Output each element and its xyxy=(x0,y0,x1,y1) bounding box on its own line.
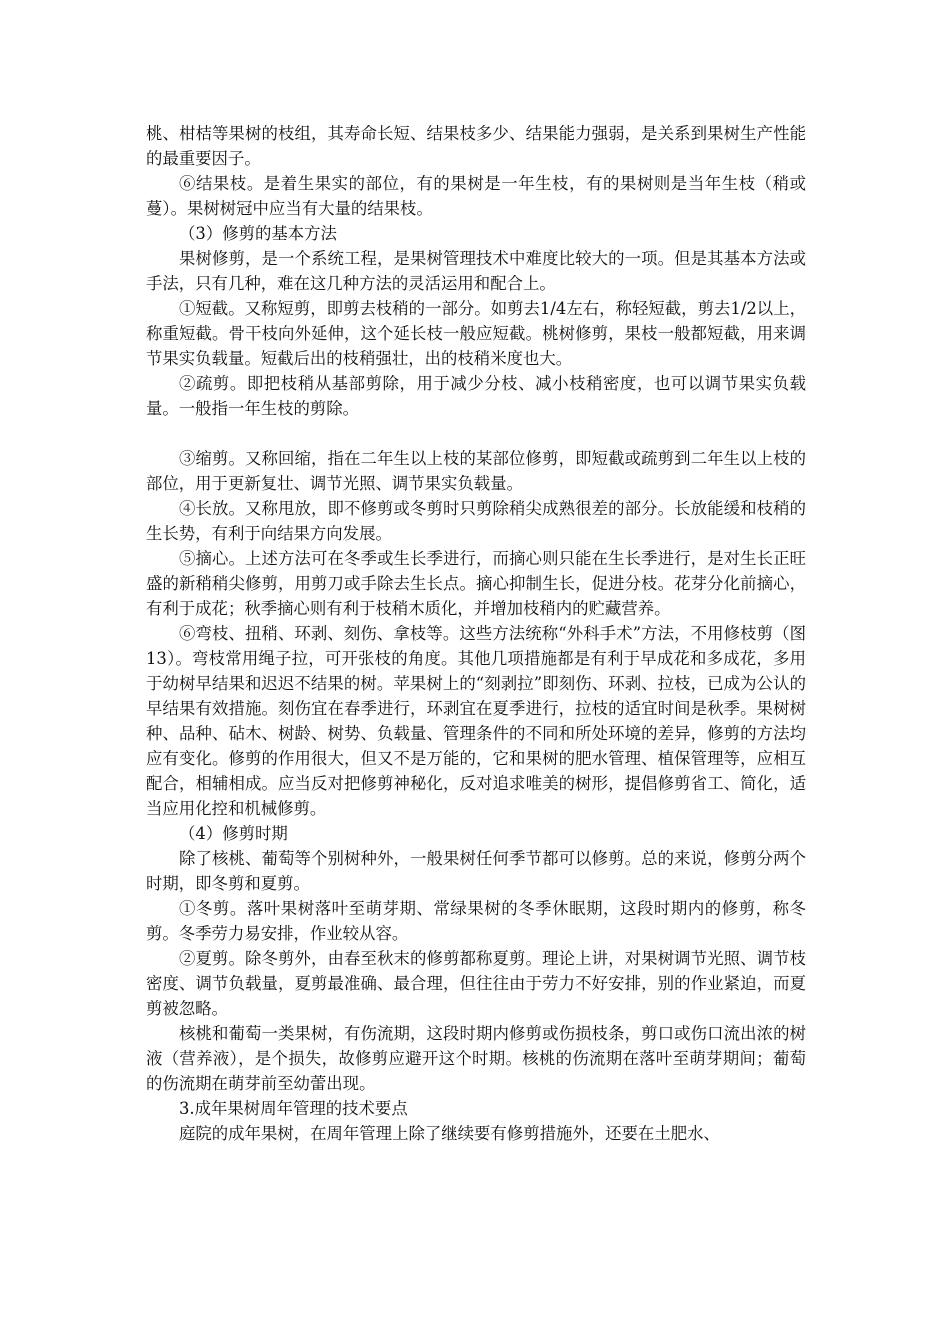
paragraph-thinning: ②疏剪。即把枝稍从基部剪除，用于减少分枝、减小枝稍密度，也可以调节果实负载量。一般指一年生枝的剪除。 xyxy=(146,374,806,418)
paragraph-retraction: ③缩剪。又称回缩，指在二年生以上枝的某部位修剪，即短截或疏剪到二年生以上枝的部位，用于更新复壮、调节光照、调节果实负载量。 xyxy=(146,449,806,493)
paragraph-spacer xyxy=(146,421,806,446)
section-heading-pruning-methods: （3）修剪的基本方法 xyxy=(179,224,337,243)
section-heading-pruning-time: （4）修剪时期 xyxy=(179,824,288,843)
paragraph-winter-pruning: ①冬剪。落叶果树落叶至萌芽期、常绿果树的冬季休眠期，这段时期内的修剪，称冬剪。冬季劳力易安排，作业较从容。 xyxy=(146,899,806,943)
paragraph: 庭院的成年果树，在周年管理上除了继续要有修剪措施外，还要在土肥水、 xyxy=(179,1124,720,1143)
paragraph-fruiting-branch: ⑥结果枝。是着生果实的部位，有的果树是一年生枝，有的果树则是当年生枝（稍或蔓）。果树树冠中应当有大量的结果枝。 xyxy=(146,174,806,218)
paragraph-summer-pruning: ②夏剪。除冬剪外，由春至秋末的修剪都称夏剪。理论上讲，对果树调节光照、调节枝密度、调节负载量，夏剪最准确、最合理，但往往由于劳力不好安排，别的作业紧迫，而夏剪被忽略。 xyxy=(146,949,806,1018)
paragraph-heading-back: ①短截。又称短剪，即剪去枝稍的一部分。如剪去1/4左右，称轻短截，剪去1/2以上，称重短截。骨干枝向外延伸，这个延长枝一般应短截。桃树修剪，果枝一般都短截，用来调节果实负载量。短截后出的枝稍强壮，出的枝稍米度也大。 xyxy=(146,299,806,368)
paragraph-long-release: ④长放。又称甩放，即不修剪或冬剪时只剪除稍尖成熟很差的部分。长放能缓和枝稍的生长势，有利于向结果方向发展。 xyxy=(146,499,806,543)
paragraph-pinching: ⑤摘心。上述方法可在冬季或生长季进行，而摘心则只能在生长季进行，是对生长正旺盛的新稍稍尖修剪，用剪刀或手除去生长点。摘心抑制生长，促进分枝。花芽分化前摘心，有利于成花；秋季摘心则有利于枝稍木质化，并增加枝稍内的贮藏营养。 xyxy=(146,549,806,618)
paragraph-bending: ⑥弯枝、扭稍、环剥、刻伤、拿枝等。这些方法统称“外科手术”方法，不用修枝剪（图13）。弯枝常用绳子拉，可开张枝的角度。其他几项措施都是有利于早成花和多成花，多用于幼树早结果和迟迟不结果的树。苹果树上的“刻剥拉”即刻伤、环剥、拉枝，已成为公认的早结果有效措施。刻伤宜在春季进行，环剥宜在夏季进行，拉枝的适宜时间是秋季。果树树种、品种、砧木、树龄、树势、负载量、管理条件的不同和所处环境的差异，修剪的方法均应有变化。修剪的作用很大，但又不是万能的，它和果树的肥水管理、植保管理等，应相互配合，相辅相成。应当反对把修剪神秘化，反对追求唯美的树形，提倡修剪省工、简化，适当应用化控和机械修剪。 xyxy=(146,624,806,818)
paragraph: 除了核桃、葡萄等个别树种外，一般果树任何季节都可以修剪。总的来说，修剪分两个时期，即冬剪和夏剪。 xyxy=(146,849,806,893)
document-page xyxy=(146,121,806,1146)
section-heading-annual-management: 3.成年果树周年管理的技术要点 xyxy=(179,1099,408,1118)
paragraph: 桃、柑桔等果树的枝组，其寿命长短、结果枝多少、结果能力强弱，是关系到果树生产性能的最重要因子。 xyxy=(146,124,806,168)
paragraph-bleeding-period: 核桃和葡萄一类果树，有伤流期，这段时期内修剪或伤损枝条，剪口或伤口流出浓的树液（营养液），是个损失，故修剪应避开这个时期。核桃的伤流期在落叶至萌芽期间；葡萄的伤流期在萌芽前至幼蕾出现。 xyxy=(146,1024,806,1093)
paragraph: 果树修剪，是一个系统工程，是果树管理技术中难度比较大的一项。但是其基本方法或手法，只有几种，难在这几种方法的灵活运用和配合上。 xyxy=(146,249,806,293)
